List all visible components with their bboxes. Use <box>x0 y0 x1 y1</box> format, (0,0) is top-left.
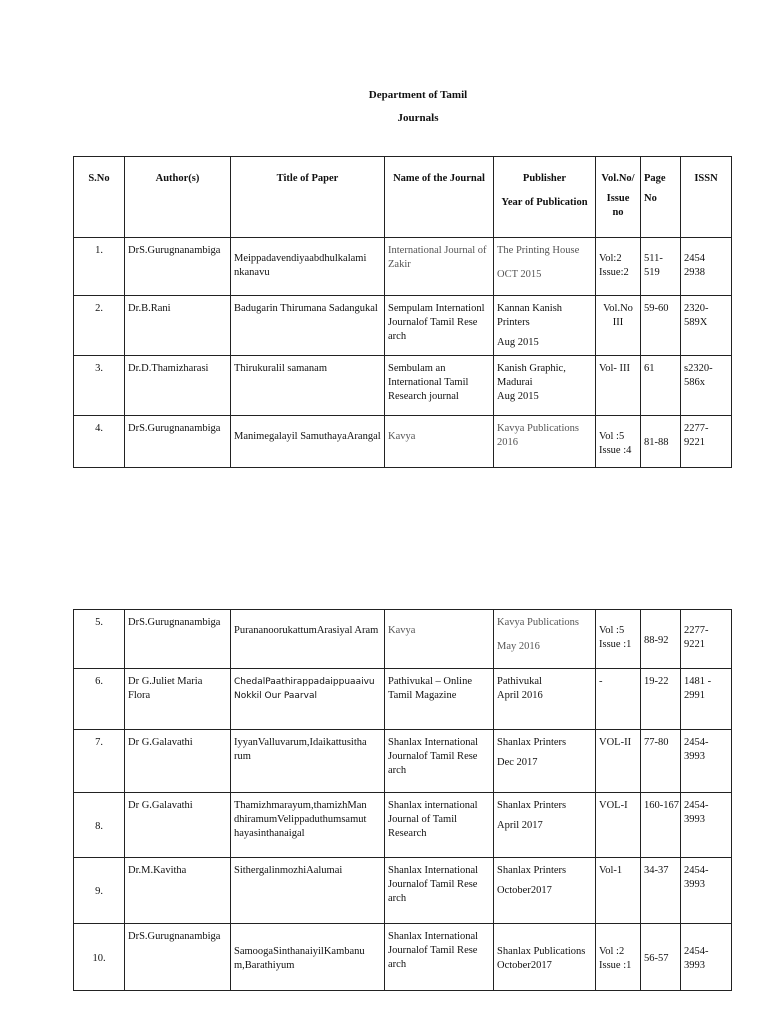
row-issn: 2277-9221 <box>681 416 732 468</box>
row-vol: Vol- III <box>596 356 641 416</box>
col-page-l2: No <box>644 193 657 204</box>
table-row <box>74 356 732 416</box>
row-sno: 7. <box>74 730 125 793</box>
row-year: OCT 2015 <box>497 269 542 280</box>
journals-table-part2 <box>73 609 732 991</box>
row-publisher <box>494 793 596 858</box>
table-row <box>74 858 732 924</box>
row-publisher <box>494 730 596 793</box>
row-publisher-name: Kavya Publications <box>497 423 579 434</box>
row-sno: 3. <box>74 356 125 416</box>
row-publisher <box>494 924 596 991</box>
row-vol: Vol :5 Issue :1 <box>596 610 641 669</box>
row-publisher-name: Shanlax Publications <box>497 945 586 957</box>
row-author: Dr.M.Kavitha <box>125 858 231 924</box>
col-vol <box>596 157 641 238</box>
row-page: 88-92 <box>641 610 681 669</box>
row-title: Thirukuralil samanam <box>231 356 385 416</box>
row-year: Aug 2015 <box>497 337 539 348</box>
row-vol: VOL-II <box>596 730 641 793</box>
row-issn: 2454-3993 <box>681 793 732 858</box>
section-title: Journals <box>397 112 439 124</box>
col-issn: ISSN <box>681 157 732 238</box>
row-publisher <box>494 356 596 416</box>
row-page: 34-37 <box>641 858 681 924</box>
row-page: 61 <box>641 356 681 416</box>
row-sno: 4. <box>74 416 125 468</box>
row-publisher-name: Shanlax Printers <box>497 865 567 876</box>
row-publisher <box>494 416 596 468</box>
row-year: October2017 <box>497 959 552 971</box>
row-sno: 5. <box>74 610 125 669</box>
col-publisher-l2: Year of Publication <box>501 197 588 208</box>
table-row <box>74 238 732 296</box>
row-sno: 10. <box>74 924 125 991</box>
row-vol: Vol :5 Issue :4 <box>596 416 641 468</box>
row-journal: Shanlax international Journal of Tamil Research <box>385 793 494 858</box>
col-vol-l3: no <box>612 207 624 218</box>
table-row <box>74 730 732 793</box>
col-publisher-l1: Publisher <box>522 173 567 184</box>
table-row <box>74 669 732 730</box>
row-issn: 2454-3993 <box>681 858 732 924</box>
row-page: 511-519 <box>641 238 681 296</box>
col-vol-l1: Vol.No/ <box>601 173 635 184</box>
row-author: Dr.D.Thamizharasi <box>125 356 231 416</box>
row-year: Dec 2017 <box>497 757 538 768</box>
table-row <box>74 924 732 991</box>
row-journal: International Journal of Zakir <box>385 238 494 296</box>
table-row <box>74 793 732 858</box>
row-title: Thamizhmarayum,thamizhMan dhiramumVelippaduthumsamut hayasinthanaigal <box>231 793 385 858</box>
table-row <box>74 296 732 356</box>
row-publisher-name: Shanlax Printers <box>497 800 567 811</box>
row-publisher <box>494 238 596 296</box>
row-publisher-name: Kanish Graphic, Madurai <box>497 363 566 388</box>
row-vol: Vol.No III <box>596 296 641 356</box>
row-sno: 9. <box>74 858 125 924</box>
col-sno: S.No <box>74 157 125 238</box>
row-year: 2016 <box>497 437 518 448</box>
row-issn: 2277-9221 <box>681 610 732 669</box>
table-row <box>74 610 732 669</box>
row-title: Badugarin Thirumana Sadangukal <box>231 296 385 356</box>
row-author: DrS.Gurugnanambiga <box>125 238 231 296</box>
col-publisher <box>494 157 596 238</box>
row-vol: - <box>596 669 641 730</box>
row-title: PurananoorukattumArasiyal Aram <box>231 610 385 669</box>
row-page: 56-57 <box>641 924 681 991</box>
department-title: Department of Tamil <box>368 89 468 101</box>
row-publisher <box>494 669 596 730</box>
col-authors: Author(s) <box>125 157 231 238</box>
row-author: DrS.Gurugnanambiga <box>125 416 231 468</box>
row-issn: s2320-586x <box>681 356 732 416</box>
row-issn: 1481 - 2991 <box>681 669 732 730</box>
row-publisher-name: Kannan Kanish Printers <box>497 303 563 328</box>
row-sno: 8. <box>74 793 125 858</box>
row-author: Dr.B.Rani <box>125 296 231 356</box>
row-year: April 2017 <box>497 820 543 831</box>
row-title: ChedalPaathirappadaippuaaivu Nokkil Our Paarval <box>231 669 385 730</box>
row-vol: Vol :2 Issue :1 <box>596 924 641 991</box>
row-year: May 2016 <box>497 641 540 652</box>
row-page: 77-80 <box>641 730 681 793</box>
row-issn: 2454-3993 <box>681 730 732 793</box>
row-issn: 2320-589X <box>681 296 732 356</box>
row-author: Dr G.Galavathi <box>125 793 231 858</box>
row-page: 19-22 <box>641 669 681 730</box>
col-journal: Name of the Journal <box>385 157 494 238</box>
row-journal: Shanlax International Journalof Tamil Rese arch <box>385 858 494 924</box>
row-sno: 6. <box>74 669 125 730</box>
col-title: Title of Paper <box>231 157 385 238</box>
row-publisher-name: Kavya Publications <box>497 617 579 628</box>
table-row <box>74 416 732 468</box>
row-author: DrS.Gurugnanambiga <box>125 610 231 669</box>
row-journal: Sempulam Internationl Journalof Tamil Rese arch <box>385 296 494 356</box>
row-vol: VOL-I <box>596 793 641 858</box>
row-journal: Sembulam an International Tamil Research journal <box>385 356 494 416</box>
row-page: 59-60 <box>641 296 681 356</box>
journals-table-part1 <box>73 156 732 468</box>
row-year: October2017 <box>497 885 552 896</box>
row-publisher <box>494 610 596 669</box>
row-author: Dr G.Galavathi <box>125 730 231 793</box>
row-publisher <box>494 296 596 356</box>
row-title: Manimegalayil SamuthayaArangal <box>231 416 385 468</box>
row-page: 160-167 <box>641 793 681 858</box>
row-sno: 1. <box>74 238 125 296</box>
row-journal: Shanlax International Journalof Tamil Rese arch <box>385 924 494 991</box>
row-title: SamoogaSinthanaiyilKambanu m,Barathiyum <box>231 924 385 991</box>
row-journal: Kavya <box>385 416 494 468</box>
row-sno: 2. <box>74 296 125 356</box>
row-publisher <box>494 858 596 924</box>
row-publisher-name: Shanlax Printers <box>497 737 567 748</box>
col-vol-l2: Issue <box>606 193 630 204</box>
row-title: IyyanValluvarum,Idaikattusitha rum <box>231 730 385 793</box>
col-page-l1: Page <box>644 173 666 184</box>
row-vol: Vol-1 <box>596 858 641 924</box>
row-issn: 2454 2938 <box>681 238 732 296</box>
row-publisher-name: The Printing House <box>497 245 580 256</box>
row-journal: Shanlax International Journalof Tamil Rese arch <box>385 730 494 793</box>
row-title: Meippadavendiyaabdhulkalami nkanavu <box>231 238 385 296</box>
row-issn: 2454-3993 <box>681 924 732 991</box>
row-publisher-name: Pathivukal <box>497 676 542 687</box>
row-journal: Kavya <box>385 610 494 669</box>
row-author: DrS.Gurugnanambiga <box>125 924 231 991</box>
row-author: Dr G.Juliet Maria Flora <box>125 669 231 730</box>
row-year: Aug 2015 <box>497 391 539 402</box>
row-year: April 2016 <box>497 690 543 701</box>
row-vol: Vol:2 Issue:2 <box>596 238 641 296</box>
row-title: SithergalinmozhiAalumai <box>231 858 385 924</box>
table-header-row <box>74 157 732 238</box>
row-page: 81-88 <box>641 416 681 468</box>
row-journal: Pathivukal – Online Tamil Magazine <box>385 669 494 730</box>
col-page <box>641 157 681 238</box>
